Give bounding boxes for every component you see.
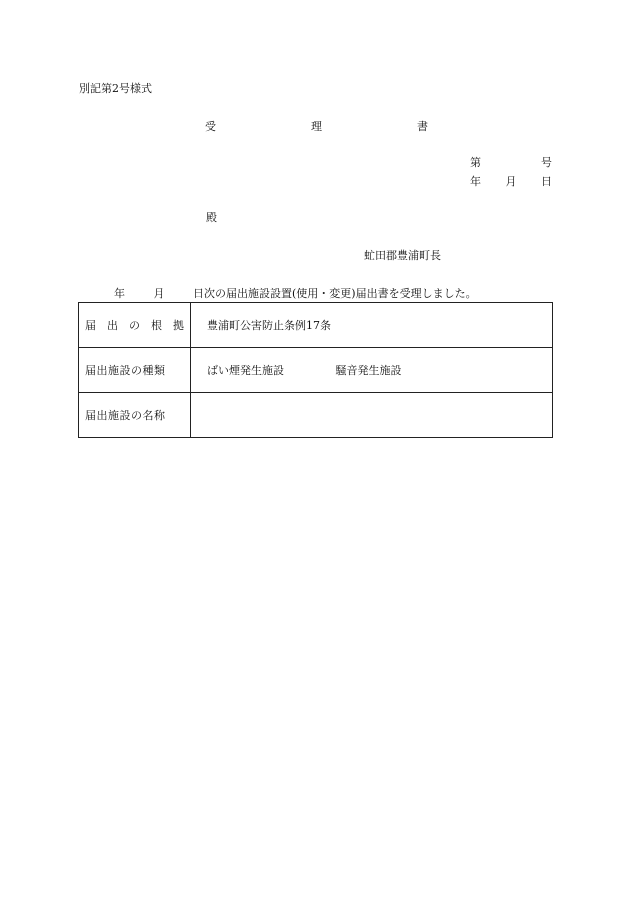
facility-name-label: 届出施設の名称 [79, 393, 191, 438]
table-row [79, 393, 553, 438]
date-month: 月 [505, 175, 517, 188]
receipt-statement [114, 287, 477, 301]
notification-table [78, 302, 553, 438]
number-suffix: 号 [541, 156, 552, 169]
date-line [470, 175, 552, 189]
facility-type-smoke: ばい煙発生施設 [207, 364, 284, 377]
document-title [205, 120, 428, 134]
addressee-suffix: 殿 [206, 211, 217, 224]
date-year: 年 [470, 175, 481, 188]
label-char: の [129, 319, 140, 332]
form-label: 別記第2号様式 [79, 82, 152, 95]
basis-label [85, 317, 184, 333]
number-prefix: 第 [470, 156, 481, 169]
title-char: 書 [417, 120, 428, 133]
basis-value: 豊浦町公害防止条例17条 [191, 303, 553, 348]
statement-month: 月 [153, 287, 165, 300]
label-char: 根 [151, 319, 162, 332]
label-char: 届 [85, 319, 96, 332]
facility-type-value [191, 348, 553, 393]
basis-label-cell [79, 303, 191, 348]
issuer-name: 虻田郡豊浦町長 [364, 249, 441, 262]
table-row [79, 303, 553, 348]
facility-name-value [191, 393, 553, 438]
title-char: 受 [205, 120, 216, 133]
label-char: 出 [107, 319, 118, 332]
statement-text: 日次の届出施設設置(使用・変更)届出書を受理しました。 [193, 287, 477, 300]
facility-type-noise: 騒音発生施設 [335, 364, 402, 377]
label-char: 拠 [173, 319, 184, 332]
facility-type-label: 届出施設の種類 [79, 348, 191, 393]
title-char: 理 [311, 120, 322, 133]
table-row [79, 348, 553, 393]
document-number-line [470, 156, 552, 170]
statement-year: 年 [114, 287, 125, 300]
date-day: 日 [541, 175, 552, 188]
